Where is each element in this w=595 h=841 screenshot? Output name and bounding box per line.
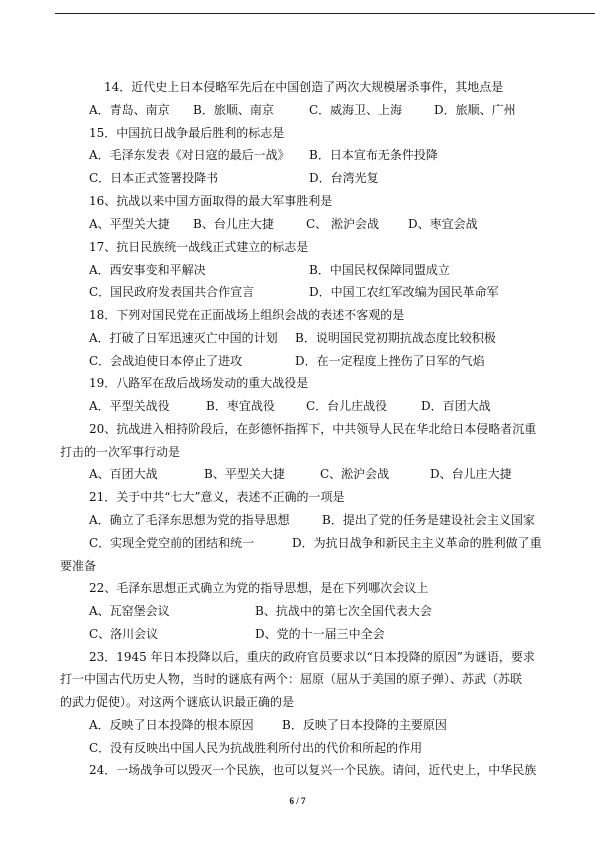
option-c: C．国民政府发表国共合作宣言 [89, 285, 255, 299]
question-15-options-ab [0, 146, 595, 164]
option-b: B、平型关大捷 [204, 467, 285, 481]
option-d: D．在一定程度上挫伤了日军的气焰 [295, 354, 485, 368]
option-a: A、百团大战 [89, 467, 158, 481]
option-d: D．百团大战 [421, 399, 491, 413]
question-18-stem: 18．下列对国民党在正面战场上组织会战的表述不客观的是 [89, 308, 405, 322]
question-23-options-ab [0, 716, 595, 734]
question-23-stem-line-3: 的武力促使）。对这两个谜底认识最正确的是 [60, 695, 295, 709]
page-number: 6 / 7 [289, 796, 306, 806]
question-20-stem-line-2: 打击的一次军事行动是 [60, 445, 181, 459]
option-b: B．日本宣布无条件投降 [309, 148, 438, 162]
question-24-stem: 24．一场战争可以毁灭一个民族，也可以复兴一个民族。请问，近代史上，中华民族 [89, 763, 537, 777]
question-19-stem: 19．八路军在敌后战场发动的重大战役是 [89, 376, 309, 390]
option-c: C．会战迫使日本停止了进攻 [89, 354, 243, 368]
question-18-options-ab [0, 329, 595, 347]
option-d: D、党的十一届三中全会 [255, 627, 385, 641]
question-19-options [0, 397, 595, 415]
option-b: B、抗战中的第七次全国代表大会 [255, 604, 432, 618]
question-23-stem-line-1: 23．1945 年日本投降以后，重庆的政府官员要求以“日本投降的原因”为谜语，要求 [89, 650, 535, 664]
option-c: C．威海卫、上海 [309, 103, 403, 117]
option-d: D．台湾光复 [309, 171, 379, 185]
option-c: C．日本正式签署投降书 [89, 171, 219, 185]
option-a: A．反映了日本投降的根本原因 [89, 718, 254, 732]
question-15-options-cd [0, 169, 595, 187]
question-22-options-ab [0, 602, 595, 620]
option-d: D．中国工农红军改编为国民革命军 [309, 285, 499, 299]
question-15-stem: 15．中国抗日战争最后胜利的标志是 [89, 126, 285, 140]
question-22-stem: 22、毛泽东思想正式确立为党的指导思想，是在下列哪次会议上 [89, 581, 429, 595]
option-a: A．青岛、南京 [89, 103, 170, 117]
question-17-options-cd [0, 283, 595, 301]
question-22-options-cd [0, 625, 595, 643]
question-16-options [0, 215, 595, 233]
question-21-stem: 21．关于中共“七大”意义，表述不正确的一项是 [89, 490, 345, 504]
option-d: D、枣宜会战 [408, 217, 478, 231]
option-a: A．西安事变和平解决 [89, 263, 206, 277]
question-14-stem: 14．近代史上日本侵略军先后在中国创造了两次大规模屠杀事件，其地点是 [104, 80, 504, 94]
option-c: C、 淞沪会战 [306, 217, 379, 231]
option-d: D、台儿庄大捷 [430, 467, 512, 481]
question-14-options [0, 101, 595, 119]
question-23-stem-line-2: 打一中国古代历史人物，当时的谜底有两个：屈原（屈从于美国的原子弹）、苏武（苏联 [60, 672, 523, 686]
question-23-option-c: C．没有反映出中国人民为抗战胜利所付出的代价和所起的作用 [89, 741, 423, 755]
option-a: A．毛泽东发表《对日寇的最后一战》 [89, 148, 290, 162]
question-21-options-ab [0, 511, 595, 529]
option-b: B、台儿庄大捷 [193, 217, 274, 231]
question-18-options-cd [0, 352, 595, 370]
option-d: D．旅顺、广州 [434, 103, 516, 117]
question-16-stem: 16、抗战以来中国方面取得的最大军事胜利是 [89, 194, 333, 208]
option-b: B．反映了日本投降的主要原因 [282, 718, 447, 732]
option-b: B．提出了党的任务是建设社会主义国家 [322, 513, 535, 527]
option-a: A．确立了毛泽东思想为党的指导思想 [89, 513, 290, 527]
option-c: C、淞沪会战 [320, 467, 390, 481]
option-b: B．枣宜战役 [206, 399, 275, 413]
option-c: C、洛川会议 [89, 627, 159, 641]
option-a: A．平型关战役 [89, 399, 170, 413]
question-20-stem-line-1: 20、抗战进入相持阶段后，在彭德怀指挥下，中共领导人民在华北给日本侵略者沉重 [89, 422, 537, 436]
option-b: B．旅顺、南京 [193, 103, 274, 117]
option-a: A．打破了日军迅速灭亡中国的计划 [89, 331, 278, 345]
question-20-options [0, 465, 595, 483]
option-c: C．实现全党空前的团结和统一 [89, 536, 255, 550]
header-rule [55, 13, 595, 14]
option-b: B．说明国民党初期抗战态度比较积极 [295, 331, 496, 345]
question-21-option-d-continued: 要准备 [60, 559, 97, 573]
option-d: D．为抗日战争和新民主主义革命的胜利做了重 [292, 536, 542, 550]
option-a: A、平型关大捷 [89, 217, 170, 231]
option-b: B．中国民权保障同盟成立 [309, 263, 450, 277]
question-21-options-cd [0, 534, 595, 552]
option-c: C．台儿庄战役 [306, 399, 388, 413]
question-17-options-ab [0, 261, 595, 279]
option-a: A、瓦窑堡会议 [89, 604, 170, 618]
question-17-stem: 17、抗日民族统一战线正式建立的标志是 [89, 240, 309, 254]
